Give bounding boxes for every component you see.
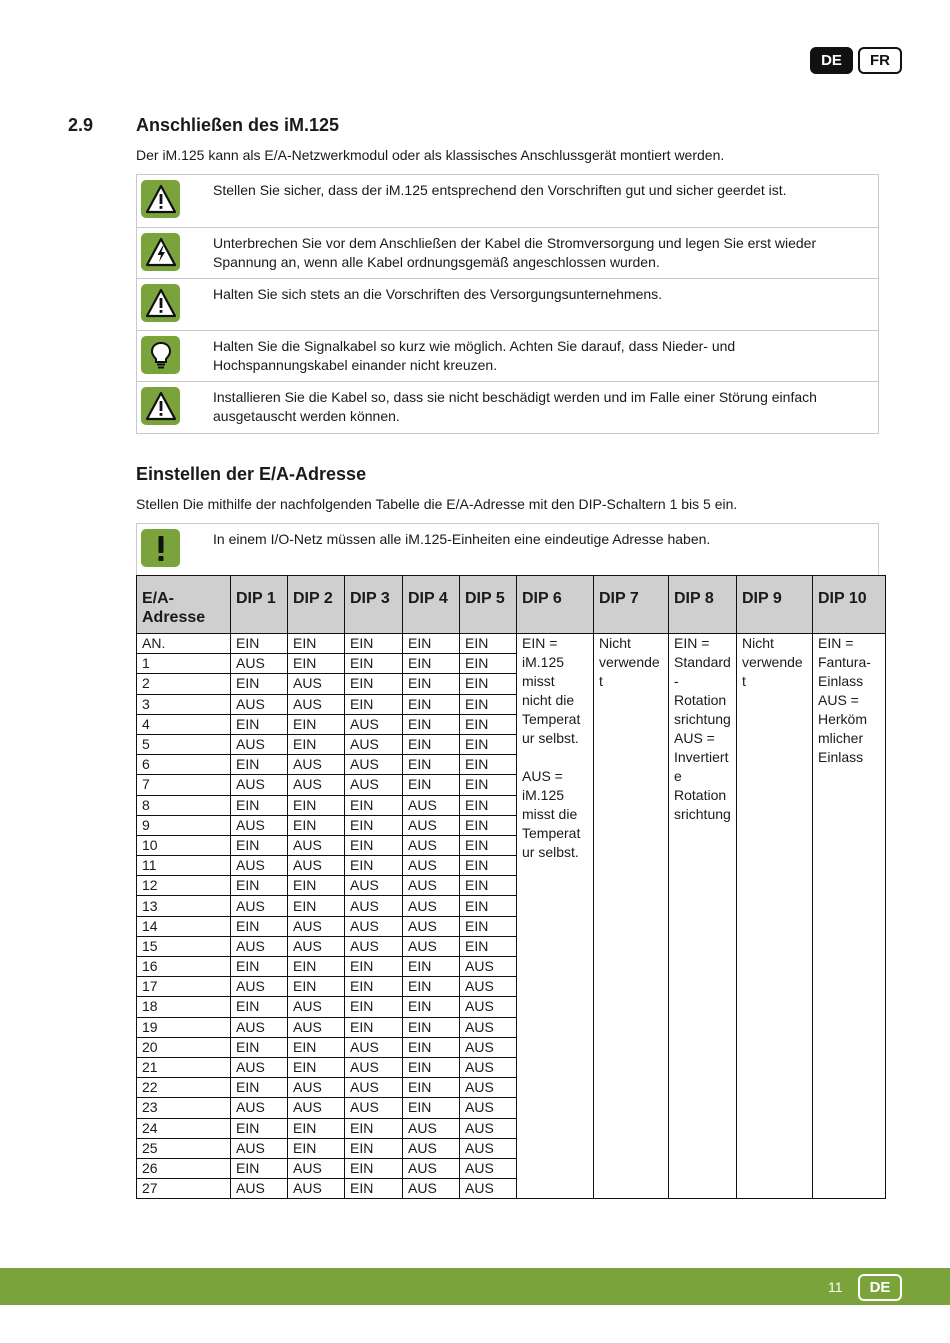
- description-line: mlicher: [818, 730, 864, 746]
- dip-cell: EIN: [345, 654, 403, 674]
- dip-cell: AUS: [288, 856, 345, 876]
- description-line: -: [674, 673, 679, 689]
- dip-cell: AUS: [345, 734, 403, 754]
- dip-cell: EIN: [403, 977, 460, 997]
- dip-cell: AUS: [288, 936, 345, 956]
- section-number: 2.9: [68, 115, 94, 135]
- dip-cell: AUS: [460, 1158, 517, 1178]
- lang-de-tab[interactable]: DE: [810, 47, 853, 74]
- dip-cell: AUS: [345, 775, 403, 795]
- description-line: EIN =: [522, 635, 558, 651]
- note-text: Halten Sie sich stets an die Vorschriften des Versorgungsunternehmens.: [213, 286, 663, 303]
- dip-cell: EIN: [288, 1138, 345, 1158]
- address-cell: 6: [137, 755, 231, 775]
- note-text: Stellen Sie sicher, dass der iM.125 entsprechend den Vorschriften gut und sicher geerdet ist.: [213, 182, 787, 198]
- dip-cell: AUS: [231, 856, 288, 876]
- address-cell: 13: [137, 896, 231, 916]
- dip-cell: EIN: [288, 896, 345, 916]
- dip-cell: EIN: [345, 1118, 403, 1138]
- table-row: [137, 634, 886, 654]
- dip-cell: EIN: [288, 654, 345, 674]
- column-header: DIP 1: [231, 576, 288, 634]
- dip-cell: AUS: [231, 1017, 288, 1037]
- description-line: Rotation: [674, 692, 727, 708]
- dip-cell: EIN: [345, 856, 403, 876]
- dip-cell: AUS: [403, 856, 460, 876]
- address-cell: 11: [137, 856, 231, 876]
- subsection-title: Einstellen der E/A-Adresse: [136, 464, 367, 484]
- description-line: iM.125: [522, 654, 565, 670]
- note-text: Installieren Sie die Kabel so, dass sie nicht beschädigt werden und im Falle einer Störung einfach ausgetauscht werden können.: [213, 389, 817, 425]
- address-cell: 18: [137, 997, 231, 1017]
- dip-cell: AUS: [231, 1138, 288, 1158]
- dip-cell: AUS: [288, 997, 345, 1017]
- section-intro: Der iM.125 kann als E/A-Netzwerkmodul oder als klassisches Anschlussgerät montiert werden.: [136, 147, 725, 163]
- dip-cell: AUS: [288, 755, 345, 775]
- dip-cell: EIN: [460, 856, 517, 876]
- description-line: Standard: [674, 654, 731, 670]
- description-line: misst die: [522, 806, 578, 822]
- address-cell: 8: [137, 795, 231, 815]
- dip-cell: EIN: [231, 714, 288, 734]
- description-line: nicht die: [522, 692, 575, 708]
- description-line: AUS =: [522, 768, 563, 784]
- description-line: Herköm: [818, 711, 868, 727]
- dip-cell: AUS: [460, 1078, 517, 1098]
- note-text: In einem I/O-Netz müssen alle iM.125-Einheiten eine eindeutige Adresse haben.: [213, 531, 711, 547]
- dip-cell: AUS: [288, 1017, 345, 1037]
- note-signal-cables: [137, 330, 878, 382]
- dip-cell: AUS: [460, 1179, 517, 1199]
- dip-cell: EIN: [345, 1179, 403, 1199]
- description-line: t: [742, 673, 746, 689]
- dip-cell: EIN: [345, 835, 403, 855]
- dip-cell: EIN: [231, 876, 288, 896]
- dip-description-cell: [813, 634, 886, 1199]
- dip-cell: EIN: [288, 876, 345, 896]
- dip-cell: EIN: [345, 997, 403, 1017]
- dip-cell: EIN: [403, 1098, 460, 1118]
- column-header: DIP 9: [737, 576, 813, 634]
- address-cell: 1: [137, 654, 231, 674]
- dip-cell: EIN: [345, 674, 403, 694]
- high-voltage-icon: [141, 233, 180, 271]
- dip-cell: EIN: [231, 634, 288, 654]
- description-line: AUS =: [818, 692, 859, 708]
- dip-cell: EIN: [288, 977, 345, 997]
- dip-cell: AUS: [345, 1078, 403, 1098]
- dip-cell: AUS: [288, 1158, 345, 1178]
- dip-cell: AUS: [231, 1098, 288, 1118]
- note-regulations: [137, 278, 878, 330]
- dip-cell: EIN: [231, 1037, 288, 1057]
- dip-cell: EIN: [460, 734, 517, 754]
- dip-cell: AUS: [460, 1098, 517, 1118]
- dip-cell: EIN: [460, 694, 517, 714]
- dip-cell: EIN: [345, 957, 403, 977]
- column-header: DIP 6: [517, 576, 594, 634]
- dip-cell: EIN: [460, 674, 517, 694]
- dip-cell: EIN: [345, 694, 403, 714]
- dip-cell: AUS: [231, 694, 288, 714]
- dip-cell: EIN: [403, 1017, 460, 1037]
- dip-cell: EIN: [231, 1118, 288, 1138]
- address-cell: 17: [137, 977, 231, 997]
- address-cell: 12: [137, 876, 231, 896]
- dip-cell: EIN: [231, 957, 288, 977]
- description-line: iM.125: [522, 787, 565, 803]
- dip-cell: EIN: [231, 835, 288, 855]
- column-header: E/A-Adresse: [137, 576, 231, 634]
- dip-cell: AUS: [231, 654, 288, 674]
- dip-cell: EIN: [231, 674, 288, 694]
- column-header: DIP 8: [669, 576, 737, 634]
- dip-cell: EIN: [460, 795, 517, 815]
- dip-cell: AUS: [345, 896, 403, 916]
- dip-cell: EIN: [345, 815, 403, 835]
- lang-fr-tab[interactable]: FR: [858, 47, 902, 74]
- page-number: 11: [828, 1279, 843, 1295]
- dip-cell: EIN: [288, 815, 345, 835]
- dip-cell: EIN: [288, 714, 345, 734]
- dip-cell: AUS: [345, 714, 403, 734]
- dip-cell: EIN: [403, 654, 460, 674]
- address-cell: 24: [137, 1118, 231, 1138]
- address-cell: AN.: [137, 634, 231, 654]
- dip-cell: EIN: [460, 815, 517, 835]
- address-cell: 26: [137, 1158, 231, 1178]
- dip-cell: EIN: [403, 1078, 460, 1098]
- description-line: Nicht: [599, 635, 631, 651]
- dip-cell: EIN: [403, 775, 460, 795]
- footer-lang-badge: DE: [858, 1274, 902, 1301]
- dip-cell: EIN: [345, 1138, 403, 1158]
- dip-cell: AUS: [460, 1017, 517, 1037]
- warning-triangle-icon: [141, 284, 180, 322]
- dip-cell: EIN: [345, 977, 403, 997]
- dip-cell: EIN: [460, 634, 517, 654]
- dip-cell: AUS: [460, 997, 517, 1017]
- note-grounding: [137, 175, 878, 227]
- dip-cell: EIN: [403, 734, 460, 754]
- dip-cell: EIN: [403, 694, 460, 714]
- description-line: misst: [522, 673, 555, 689]
- dip-cell: EIN: [403, 1037, 460, 1057]
- dip-cell: AUS: [288, 1179, 345, 1199]
- dip-cell: EIN: [460, 755, 517, 775]
- dip-cell: AUS: [288, 835, 345, 855]
- column-header: DIP 4: [403, 576, 460, 634]
- dip-cell: EIN: [403, 997, 460, 1017]
- address-cell: 27: [137, 1179, 231, 1199]
- column-header: DIP 2: [288, 576, 345, 634]
- dip-cell: AUS: [403, 795, 460, 815]
- description-line: EIN =: [818, 635, 854, 651]
- address-cell: 25: [137, 1138, 231, 1158]
- column-header: DIP 10: [813, 576, 886, 634]
- dip-cell: EIN: [403, 957, 460, 977]
- dip-cell: AUS: [288, 775, 345, 795]
- dip-cell: EIN: [460, 896, 517, 916]
- dip-cell: AUS: [460, 1118, 517, 1138]
- dip-cell: AUS: [403, 1118, 460, 1138]
- description-line: [522, 748, 589, 767]
- address-cell: 19: [137, 1017, 231, 1037]
- dip-cell: AUS: [288, 694, 345, 714]
- dip-cell: EIN: [288, 795, 345, 815]
- dip-cell: EIN: [288, 734, 345, 754]
- dip-cell: AUS: [403, 916, 460, 936]
- description-line: Fantura-: [818, 654, 871, 670]
- subsection-intro: Stellen Die mithilfe der nachfolgenden Tabelle die E/A-Adresse mit den DIP-Schaltern 1 bis 5 ein.: [136, 496, 738, 512]
- dip-cell: EIN: [345, 795, 403, 815]
- dip-cell: AUS: [345, 1037, 403, 1057]
- dip-description-cell: [669, 634, 737, 1199]
- dip-cell: EIN: [403, 1057, 460, 1077]
- address-cell: 9: [137, 815, 231, 835]
- address-cell: 3: [137, 694, 231, 714]
- dip-cell: EIN: [460, 936, 517, 956]
- dip-switch-table: [136, 575, 886, 1199]
- dip-cell: AUS: [403, 1158, 460, 1178]
- note-installation: [137, 381, 878, 433]
- dip-cell: AUS: [460, 957, 517, 977]
- address-cell: 22: [137, 1078, 231, 1098]
- dip-cell: AUS: [403, 1138, 460, 1158]
- column-header: DIP 7: [594, 576, 669, 634]
- dip-cell: AUS: [231, 775, 288, 795]
- dip-cell: EIN: [288, 1118, 345, 1138]
- description-line: srichtung: [674, 806, 731, 822]
- dip-cell: EIN: [288, 1057, 345, 1077]
- dip-cell: AUS: [231, 936, 288, 956]
- description-line: verwende: [599, 654, 660, 670]
- description-line: Nicht: [742, 635, 774, 651]
- warning-triangle-icon: [141, 180, 180, 218]
- dip-cell: EIN: [231, 1078, 288, 1098]
- description-line: verwende: [742, 654, 803, 670]
- description-line: ur selbst.: [522, 730, 579, 746]
- dip-cell: AUS: [460, 1138, 517, 1158]
- dip-cell: EIN: [288, 1037, 345, 1057]
- dip-cell: AUS: [288, 1078, 345, 1098]
- dip-cell: EIN: [231, 795, 288, 815]
- description-line: EIN =: [674, 635, 710, 651]
- dip-cell: EIN: [231, 755, 288, 775]
- dip-cell: AUS: [231, 1057, 288, 1077]
- dip-cell: AUS: [231, 734, 288, 754]
- description-line: srichtung: [674, 711, 731, 727]
- dip-cell: AUS: [288, 674, 345, 694]
- dip-cell: EIN: [460, 916, 517, 936]
- address-cell: 2: [137, 674, 231, 694]
- dip-cell: AUS: [231, 815, 288, 835]
- address-cell: 14: [137, 916, 231, 936]
- description-line: e: [674, 768, 682, 784]
- dip-cell: EIN: [460, 654, 517, 674]
- dip-cell: AUS: [460, 977, 517, 997]
- dip-cell: EIN: [460, 714, 517, 734]
- address-cell: 16: [137, 957, 231, 977]
- dip-cell: AUS: [403, 896, 460, 916]
- address-cell: 21: [137, 1057, 231, 1077]
- description-line: Temperat: [522, 825, 581, 841]
- note-text: Unterbrechen Sie vor dem Anschließen der Kabel die Stromversorgung und legen Sie erst wieder Spannung an, wenn alle Kabel ordnungsgemäß angeschlossen wurden.: [213, 234, 817, 270]
- dip-cell: EIN: [288, 634, 345, 654]
- note-unique-address: [136, 523, 879, 576]
- description-line: t: [599, 673, 603, 689]
- dip-description-cell: [594, 634, 669, 1199]
- dip-cell: EIN: [403, 714, 460, 734]
- address-cell: 15: [137, 936, 231, 956]
- warning-triangle-icon: [141, 387, 180, 425]
- description-line: ur selbst.: [522, 844, 579, 860]
- dip-cell: AUS: [345, 1057, 403, 1077]
- address-cell: 10: [137, 835, 231, 855]
- address-cell: 23: [137, 1098, 231, 1118]
- footer-bar: [0, 1268, 950, 1305]
- dip-cell: EIN: [288, 957, 345, 977]
- dip-cell: EIN: [403, 755, 460, 775]
- dip-cell: EIN: [231, 916, 288, 936]
- table-header-row: [137, 576, 886, 634]
- description-line: AUS =: [674, 730, 715, 746]
- dip-cell: AUS: [345, 755, 403, 775]
- dip-cell: EIN: [345, 1017, 403, 1037]
- description-line: Invertiert: [674, 749, 729, 765]
- dip-description-cell: [517, 634, 594, 1199]
- note-power: [137, 227, 878, 279]
- dip-cell: AUS: [403, 815, 460, 835]
- dip-cell: AUS: [403, 1179, 460, 1199]
- address-cell: 5: [137, 734, 231, 754]
- address-cell: 7: [137, 775, 231, 795]
- dip-cell: EIN: [403, 674, 460, 694]
- dip-cell: AUS: [345, 936, 403, 956]
- column-header: DIP 3: [345, 576, 403, 634]
- note-text: Halten Sie die Signalkabel so kurz wie möglich. Achten Sie darauf, dass Nieder- und Hochspannungskabel einander nicht kreuzen.: [213, 337, 736, 373]
- dip-cell: EIN: [345, 634, 403, 654]
- address-cell: 4: [137, 714, 231, 734]
- dip-cell: AUS: [345, 916, 403, 936]
- description-line: Einlass: [818, 673, 864, 689]
- dip-cell: EIN: [345, 1158, 403, 1178]
- description-line: Temperat: [522, 711, 581, 727]
- dip-cell: AUS: [403, 835, 460, 855]
- lightbulb-icon: [141, 336, 180, 374]
- dip-cell: EIN: [460, 775, 517, 795]
- dip-cell: EIN: [460, 876, 517, 896]
- dip-cell: AUS: [288, 1098, 345, 1118]
- description-line: Rotation: [674, 787, 727, 803]
- safety-notes: [136, 174, 879, 434]
- column-header: DIP 5: [460, 576, 517, 634]
- description-line: Einlass: [818, 749, 864, 765]
- dip-cell: EIN: [231, 997, 288, 1017]
- dip-cell: AUS: [231, 1179, 288, 1199]
- address-cell: 20: [137, 1037, 231, 1057]
- dip-cell: AUS: [288, 916, 345, 936]
- dip-cell: AUS: [403, 936, 460, 956]
- dip-cell: AUS: [460, 1057, 517, 1077]
- dip-cell: AUS: [345, 876, 403, 896]
- dip-cell: AUS: [460, 1037, 517, 1057]
- dip-cell: EIN: [460, 835, 517, 855]
- section-title: Anschließen des iM.125: [136, 115, 340, 135]
- dip-cell: EIN: [231, 1158, 288, 1178]
- dip-cell: AUS: [231, 896, 288, 916]
- dip-cell: AUS: [403, 876, 460, 896]
- dip-cell: AUS: [231, 977, 288, 997]
- dip-cell: EIN: [403, 634, 460, 654]
- dip-description-cell: [737, 634, 813, 1199]
- dip-cell: AUS: [345, 1098, 403, 1118]
- exclamation-icon: [141, 529, 180, 567]
